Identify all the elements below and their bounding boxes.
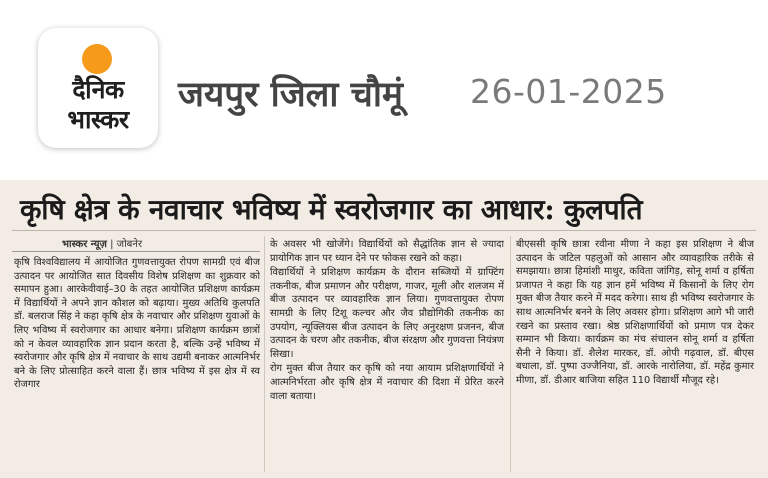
column-divider [264,236,265,472]
sun-icon [82,44,112,74]
byline-source: भास्कर न्यूज़ [62,239,107,250]
newspaper-clipping [0,180,768,478]
headline-divider [12,230,756,231]
edition-title: जयपुर जिला चौमूं [178,75,403,115]
logo-text-bhaskar: भास्कर [67,105,129,134]
edition-date: 26-01-2025 [470,72,667,111]
paragraph: के अवसर भी खोजेंगे। विद्यार्थियों को सैद्धांतिक ज्ञान से ज्यादा प्रायोगिक ज्ञान पर ध्यान देने पर फोकस रखने को कहा। [270,239,504,264]
column-divider [510,236,511,472]
paragraph: कृषि विश्वविद्यालय में आयोजित गुणवत्तायुक्त रोपण सामग्री एवं बीज उत्पादन पर आयोजित सात दिवसीय विशेष प्रशिक्षण का शुक्रवार को समापन हुआ। आरकेवीवाई–30 के तहत आयोजित प्रशिक्षण कार्यक्रम में विद्यार्थियों ने अपने ज्ञान कौशल को बढ़ाया। मुख्य अतिथि कुलपति डॉ. बलराज सिंह ने कहा कृषि क्षेत्र के नवाचार और प्रशिक्षण युवाओं के लिए भविष्य में स्वरोजगार का आधार बनेगा। प्रशिक्षण कार्यक्रम छात्रों को न केवल व्यावहारिक ज्ञान प्रदान करता है, बल्कि उन्हें भविष्य में स्वरोजगार और कृषि क्षेत्र में नवाचार के साथ उद्यमी बनाकर आत्मनिर्भर बने के लिए प्रोत्साहित करने वाला हैं। छात्र भविष्य में इस क्षेत्र में स्व रोजगार [14,257,260,391]
paragraph: रोग मुक्त बीज तैयार कर कृषि को नया आयाम प्रशिक्षणार्थियों ने आत्मनिर्भरता और कृषि क्षेत्र में नवाचार की दिशा में प्रेरित करने वाला बताया। [270,363,504,402]
article-column-2 [270,238,504,474]
logo-text-dainik: दैनिक [72,75,124,104]
byline-divider [12,251,260,252]
paragraph: विद्यार्थियों ने प्रशिक्षण कार्यक्रम के दौरान सब्जियों में ग्राफ्टिंग तकनीक, बीज प्रमाणन और परीक्षण, गाजर, मूली और शलजम में बीज उत्पादन पर व्यावहारिक ज्ञान लिया। गुणवत्तायुक्त रोपण सामग्री के लिए टिशू कल्चर और जैव प्रौद्योगिकी तकनीक का उपयोग, न्यूक्लियस बीज उत्पादन के लिए अनुरक्षण प्रजनन, बीज उत्पादन के चरण और तकनीक, बीज संरक्षण और गुणवत्ता नियंत्रण सिखा। [270,267,504,360]
byline: भास्कर न्यूज़ | जोबनेर [62,239,143,250]
page-header [0,0,768,170]
byline-place: जोबनेर [116,239,143,250]
article-headline: कृषि क्षेत्र के नवाचार भविष्य में स्वरोजगार का आधार: कुलपति [20,193,643,226]
article-column-3 [516,238,754,474]
paragraph: बीएससी कृषि छात्रा रवीना मीणा ने कहा इस प्रशिक्षण ने बीज उत्पादन के जटिल पहलुओं को आसान और व्यावहारिक तरीके से समझाया। छात्रा हिमांशी माथुर, कविता जांगिड़, सोनू शर्मा व हर्षिता प्रजापत ने कहा कि यह ज्ञान हमें भविष्य में किसानों के लिए रोग मुक्त बीज तैयार करने में मदद करेगा। साथ ही भविष्य स्वरोजगार के साथ आत्मनिर्भर बनने के लिए अवसर होगा। प्रशिक्षण आगे भी जारी रखने का प्रस्ताव रखा। श्रेष्ठ प्रशिक्षणार्थियों को प्रमाण पत्र देकर सम्मान भी किया। कार्यक्रम का मंच संचालन सोनू शर्मा व हर्षिता सैनी ने किया। डॉ. शैलेश मारकर, डॉ. ओपी गढ़वाल, डॉ. बीएस बधाला, डॉ. पुष्पा उज्जैनिया, डॉ. आरके नारोलिया, डॉ. महेंद्र कुमार मीणा, डॉ. डीआर बाजिया सहित 110 विद्यार्थी मौजूद रहे। [516,239,754,386]
article-column-1 [14,256,260,474]
dainik-bhaskar-logo [38,28,158,148]
